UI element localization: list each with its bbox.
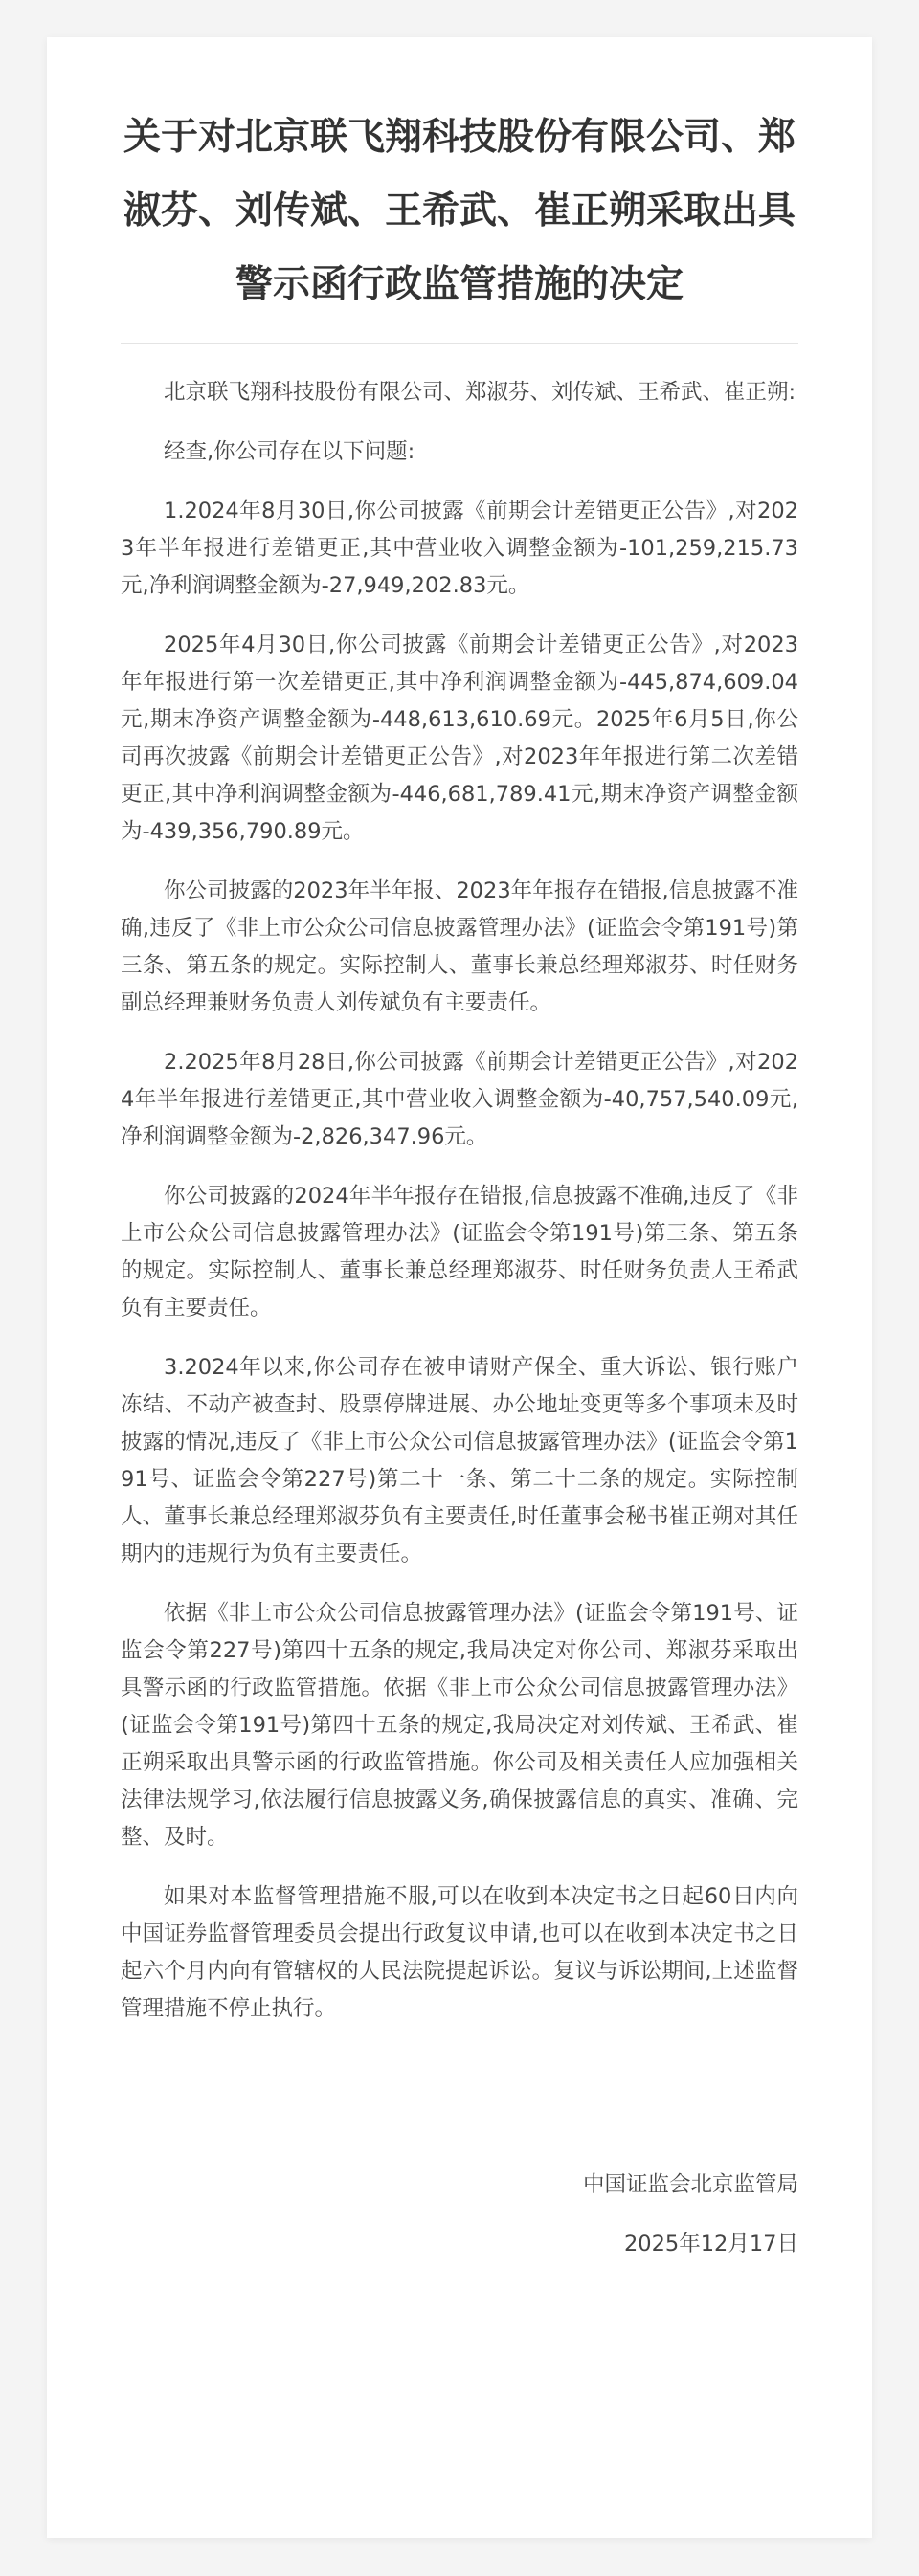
issue-3-paragraph: 3.2024年以来,你公司存在被申请财产保全、重大诉讼、银行账户冻结、不动产被查封、股票停牌进展、办公地址变更等多个事项未及时披露的情况,违反了《非上市公众公司信息披露管理办法》(证监会令第191号、证监会令第227号)第二十一条、第二十二条的规定。实际控制人、董事长兼总经理郑淑芬负有主要责任,时任董事会秘书崔正朔对其任期内的违规行为负有主要责任。 bbox=[121, 1355, 798, 1566]
issue-date: 2025年12月17日 bbox=[623, 2232, 798, 2256]
issue-2-violation-paragraph: 你公司披露的2024年半年报存在错报,信息披露不准确,违反了《非上市公众公司信息披露管理办法》(证监会令第191号)第三条、第五条的规定。实际控制人、董事长兼总经理郑淑芬、时任财务负责人王希武负有主要责任。 bbox=[121, 1184, 798, 1321]
document-card bbox=[47, 37, 872, 2538]
appeal-rights-paragraph: 如果对本监督管理措施不服,可以在收到本决定书之日起60日内向中国证券监督管理委员会提出行政复议申请,也可以在收到本决定书之日起六个月内向有管辖权的人民法院提起诉讼。复议与诉讼期间,上述监督管理措施不停止执行。 bbox=[121, 1884, 798, 2021]
decision-paragraph: 依据《非上市公众公司信息披露管理办法》(证监会令第191号、证监会令第227号)第四十五条的规定,我局决定对你公司、郑淑芬采取出具警示函的行政监管措施。依据《非上市公众公司信息披露管理办法》(证监会令第191号)第四十五条的规定,我局决定对刘传斌、王希武、崔正朔采取出具警示函的行政监管措施。你公司及相关责任人应加强相关法律法规学习,依法履行信息披露义务,确保披露信息的真实、准确、完整、及时。 bbox=[121, 1601, 798, 1850]
issue-2-paragraph: 2.2025年8月28日,你公司披露《前期会计差错更正公告》,对2024年半年报进行差错更正,其中营业收入调整金额为-40,757,540.09元,净利润调整金额为-2,826,347.96元。 bbox=[121, 1050, 798, 1149]
document-body bbox=[121, 374, 798, 2028]
issue-1-paragraph: 1.2024年8月30日,你公司披露《前期会计差错更正公告》,对2023年半年报进行差错更正,其中营业收入调整金额为-101,259,215.73元,净利润调整金额为-27,949,202.83元。 bbox=[121, 499, 798, 598]
addressee-paragraph: 北京联飞翔科技股份有限公司、郑淑芬、刘传斌、王希武、崔正朔: bbox=[164, 380, 796, 405]
findings-intro-paragraph: 经查,你公司存在以下问题: bbox=[164, 439, 415, 464]
document-title: 关于对北京联飞翔科技股份有限公司、郑淑芬、刘传斌、王希武、崔正朔采取出具警示函行政监管措施的决定 bbox=[123, 116, 796, 306]
title-divider bbox=[121, 343, 798, 344]
signature-block bbox=[121, 2166, 798, 2263]
issue-1-violation-paragraph: 你公司披露的2023年半年报、2023年年报存在错报,信息披露不准确,违反了《非上市公众公司信息披露管理办法》(证监会令第191号)第三条、第五条的规定。实际控制人、董事长兼总经理郑淑芬、时任财务副总经理兼财务负责人刘传斌负有主要责任。 bbox=[121, 878, 798, 1015]
issue-1-continued-paragraph: 2025年4月30日,你公司披露《前期会计差错更正公告》,对2023年年报进行第一次差错更正,其中净利润调整金额为-445,874,609.04元,期末净资产调整金额为-448,613,610.69元。2025年6月5日,你公司再次披露《前期会计差错更正公告》,对2023年年报进行第二次差错更正,其中净利润调整金额为-446,681,789.41元,期末净资产调整金额为-439,356,790.89元。 bbox=[121, 633, 798, 844]
issuing-organization: 中国证监会北京监管局 bbox=[582, 2172, 798, 2197]
